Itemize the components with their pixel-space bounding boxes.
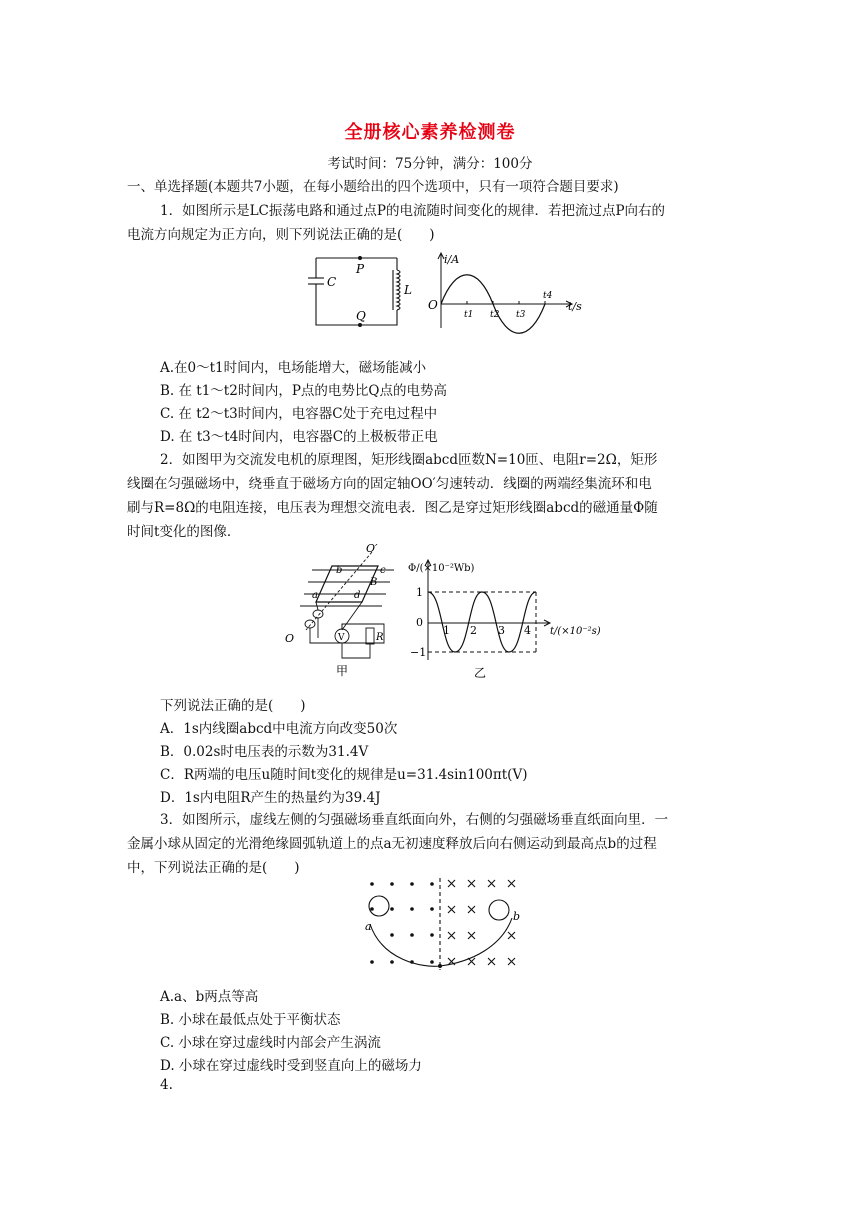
q1-tick-t4: t4 xyxy=(543,291,553,301)
q4-number: 4. xyxy=(160,1077,173,1093)
voltmeter-label: V xyxy=(338,633,345,643)
q1-option-c: C. 在 t2～t3时间内，电容器C处于充电过程中 xyxy=(160,406,438,422)
q3-stem-line3: 中，下列说法正确的是( ) xyxy=(127,860,300,876)
q1-stem-line1: 1．如图所示是LC振荡电路和通过点P的电流随时间变化的规律．若把流过点P向右的 xyxy=(160,203,666,219)
q1-tick-t1: t1 xyxy=(464,310,474,320)
q2-stem-line4: 时间t变化的图像． xyxy=(127,524,241,540)
q2-flux-graph xyxy=(408,556,608,682)
q2-option-a: A．1s内线圈abcd中电流方向改变50次 xyxy=(160,721,398,737)
q3-stem-line2: 金属小球从固定的光滑绝缘圆弧轨道上的点a无初速度释放后向右侧运动到最高点b的过程 xyxy=(127,836,657,852)
q3-option-b: B. 小球在最低点处于平衡状态 xyxy=(160,1012,341,1028)
q3-stem-line1: 3．如图所示，虚线左侧的匀强磁场垂直纸面向外，右侧的匀强磁场垂直纸面向里．一 xyxy=(160,812,669,828)
section-heading: 一、单选择题(本题共7小题，在每小题给出的四个选项中，只有一项符合题目要求) xyxy=(127,179,619,195)
page-title: 全册核心素养检测卷 xyxy=(344,122,516,143)
q1-stem-line2: 电流方向规定为正方向，则下列说法正确的是( ) xyxy=(127,227,435,243)
q2-option-c: C．R两端的电压u随时间t变化的规律是u=31.4sin100πt(V) xyxy=(160,767,528,783)
label-o-prime: O′ xyxy=(366,542,378,555)
q2-axis-x-label: t/(×10⁻²s) xyxy=(550,626,601,637)
q2-axis-y-label: Φ/(×10⁻²Wb) xyxy=(408,563,475,574)
q2-x-tick-3: 3 xyxy=(498,624,505,637)
q2-stem-line2: 线圈在匀强磁场中，绕垂直于磁场方向的固定轴OO′匀速转动．线圈的两端经集流环和电 xyxy=(127,476,652,492)
q1-lc-circuit-figure xyxy=(300,250,600,335)
label-Q: Q xyxy=(356,309,366,323)
fig-caption-yi: 乙 xyxy=(474,666,487,680)
q2-y-tick-zero: 0 xyxy=(416,616,423,629)
q2-stem-after: 下列说法正确的是( ) xyxy=(160,698,306,714)
q1-axis-y-label: i/A xyxy=(444,253,460,266)
q1-tick-t3: t3 xyxy=(516,310,526,320)
fig-caption-jia: 甲 xyxy=(336,664,349,678)
q1-axis-x-label: t/s xyxy=(568,300,582,313)
label-B: B xyxy=(370,577,378,588)
q2-x-tick-1: 1 xyxy=(443,624,450,637)
label-a: a xyxy=(312,590,318,601)
q3-option-a: A.a、b两点等高 xyxy=(160,989,259,1005)
q1-option-a: A.在0～t1时间内，电场能增大，磁场能减小 xyxy=(160,360,427,376)
label-b: b xyxy=(336,565,343,576)
q3-option-d: D. 小球在穿过虚线时受到竖直向上的磁场力 xyxy=(160,1058,422,1074)
exam-info: 考试时间：75分钟，满分：100分 xyxy=(327,156,533,172)
resistor-label: R xyxy=(376,632,384,643)
q1-option-d: D. 在 t3～t4时间内，电容器C的上极板带正电 xyxy=(160,429,438,445)
q2-y-tick-neg: −1 xyxy=(410,646,427,659)
q2-stem-line3: 刷与R=8Ω的电阻连接，电压表为理想交流电表．图乙是穿过矩形线圈abcd的磁通量Φ随 xyxy=(127,500,658,516)
q1-option-b: B. 在 t1～t2时间内，P点的电势比Q点的电势高 xyxy=(160,383,447,399)
q1-tick-t2: t2 xyxy=(490,310,500,320)
q2-generator-figure xyxy=(282,540,412,680)
q3-option-c: C. 小球在穿过虚线时内部会产生涡流 xyxy=(160,1035,381,1051)
q2-stem-line1: 2．如图甲为交流发电机的原理图，矩形线圈abcd匝数N=10匝、电阻r=2Ω，矩形 xyxy=(160,452,658,468)
q2-x-tick-4: 4 xyxy=(524,624,531,637)
q2-option-b: B．0.02s时电压表的示数为31.4V xyxy=(160,744,369,760)
q2-option-d: D．1s内电阻R产生的热量约为39.4J xyxy=(160,790,381,806)
label-o: O xyxy=(285,632,295,645)
q2-x-tick-2: 2 xyxy=(470,624,477,637)
label-P: P xyxy=(356,262,365,276)
label-C: C xyxy=(327,275,337,289)
label-d: d xyxy=(354,590,361,601)
q2-y-tick-pos: 1 xyxy=(416,586,423,599)
q3-magnetic-field-figure xyxy=(362,876,522,972)
label-L: L xyxy=(404,283,412,297)
label-c: c xyxy=(380,565,386,576)
q3-label-a: a xyxy=(365,920,372,933)
q1-origin-label: O xyxy=(428,298,438,312)
q3-label-b: b xyxy=(513,910,521,923)
